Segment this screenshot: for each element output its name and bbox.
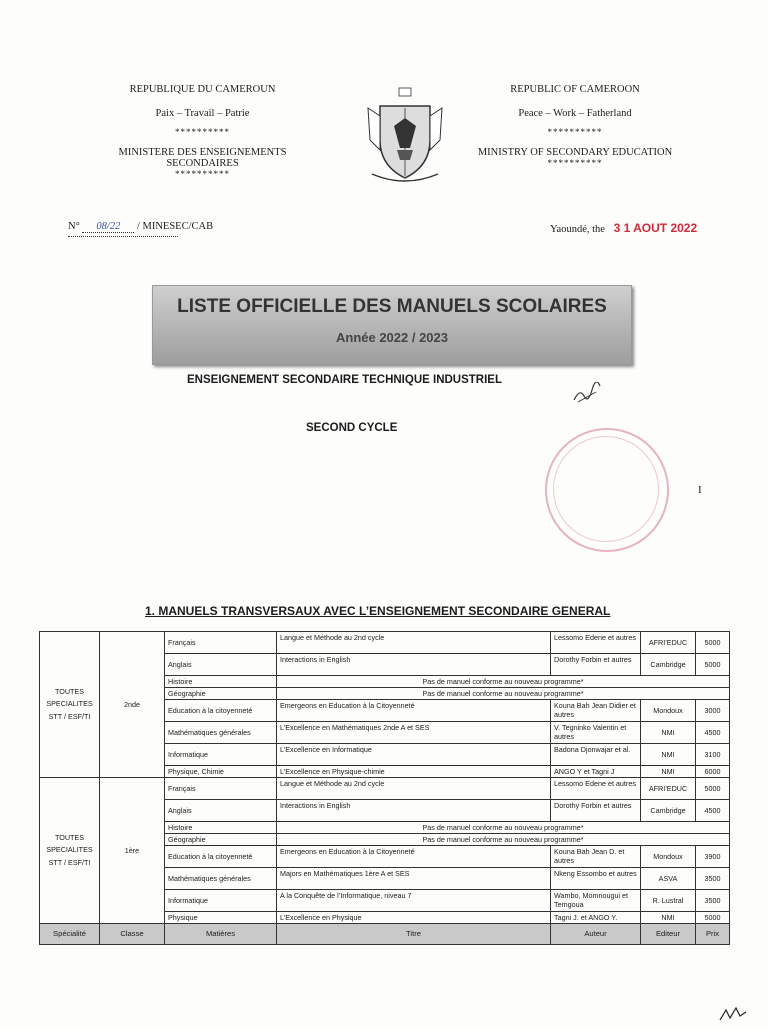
footer-specialite: Spécialité: [40, 924, 100, 945]
footer-auteur: Auteur: [551, 924, 641, 945]
editeur-cell: AFRI’EDUC: [641, 778, 696, 800]
titre-cell: L’Excellence en Mathématiques 2nde A et SES: [277, 722, 551, 744]
place: Yaoundé, the: [550, 224, 605, 235]
footer-titre: Titre: [277, 924, 551, 945]
stars-en-2: **********: [547, 158, 603, 168]
prix-cell: 4500: [696, 722, 730, 744]
prix-cell: 3900: [696, 846, 730, 868]
editeur-cell: NMI: [641, 766, 696, 778]
matiere-cell: Français: [165, 778, 277, 800]
specialite-cell: TOUTES SPECIALITES STT / ESF/TI: [40, 632, 100, 778]
matiere-cell: Informatique: [165, 890, 277, 912]
no-manual-cell: Pas de manuel conforme au nouveau programme*: [277, 688, 730, 700]
matiere-cell: Physique, Chimie: [165, 766, 277, 778]
editeur-cell: R. Lustral: [641, 890, 696, 912]
editeur-cell: ASVA: [641, 868, 696, 890]
banner-year: Année 2022 / 2023: [335, 330, 449, 345]
editeur-cell: AFRI’EDUC: [641, 632, 696, 654]
auteur-cell: Badona Djonwajar et al.: [551, 744, 641, 766]
auteur-cell: Nkeng Essombo et autres: [551, 868, 641, 890]
coat-of-arms-icon: [350, 78, 460, 188]
ref-number: 08/22: [82, 221, 134, 233]
classe-cell: 2nde: [100, 632, 165, 778]
prix-cell: 3500: [696, 868, 730, 890]
titre-cell: A la Conquête de l’Informatique, niveau 7: [277, 890, 551, 912]
editeur-cell: Cambridge: [641, 654, 696, 676]
footer-classe: Classe: [100, 924, 165, 945]
auteur-cell: Wambo, Momnougui et Temgoua: [551, 890, 641, 912]
section-title: 1. MANUELS TRANSVERSAUX AVEC L’ENSEIGNEMENT SECONDAIRE GENERAL: [145, 604, 611, 618]
titre-cell: Emergeons en Education à la Citoyenneté: [277, 846, 551, 868]
matiere-cell: Mathématiques générales: [165, 868, 277, 890]
ref-dotted-line: [68, 236, 178, 237]
editeur-cell: NMI: [641, 912, 696, 924]
titre-cell: Majors en Mathématiques 1ère A et SES: [277, 868, 551, 890]
matiere-cell: Education à la citoyenneté: [165, 846, 277, 868]
matiere-cell: Histoire: [165, 822, 277, 834]
titre-cell: Langue et Méthode au 2nd cycle: [277, 632, 551, 654]
matiere-cell: Mathématiques générales: [165, 722, 277, 744]
auteur-cell: Lessomo Edene et autres: [551, 632, 641, 654]
titre-cell: L’Excellence en Informatique: [277, 744, 551, 766]
editeur-cell: NMI: [641, 744, 696, 766]
auteur-cell: V. Tegninko Valentin et autres: [551, 722, 641, 744]
subtitle: ENSEIGNEMENT SECONDAIRE TECHNIQUE INDUSTRIEL: [187, 374, 502, 386]
no-manual-cell: Pas de manuel conforme au nouveau programme*: [277, 834, 730, 846]
matiere-cell: Géographie: [165, 688, 277, 700]
banner-title: LISTE OFFICIELLE DES MANUELS SCOLAIRES: [177, 296, 607, 317]
prix-cell: 3000: [696, 700, 730, 722]
ref-suffix: / MINESEC/CAB: [136, 221, 214, 232]
cycle-title: SECOND CYCLE: [306, 422, 398, 434]
matiere-cell: Géographie: [165, 834, 277, 846]
table-row: [40, 632, 730, 654]
header-left: [100, 84, 305, 179]
ministry-fr: MINISTERE DES ENSEIGNEMENTS SECONDAIRES: [118, 147, 287, 169]
table-row: [40, 778, 730, 800]
motto-fr: Paix – Travail – Patrie: [155, 108, 250, 119]
footer-editeur: Editeur: [641, 924, 696, 945]
titre-cell: Interactions in English: [277, 800, 551, 822]
titre-cell: Langue et Méthode au 2nd cycle: [277, 778, 551, 800]
auteur-cell: Lessomo Edene et autres: [551, 778, 641, 800]
titre-cell: L’Excellence en Physique-chimie: [277, 766, 551, 778]
prix-cell: 3500: [696, 890, 730, 912]
matiere-cell: Histoire: [165, 676, 277, 688]
editeur-cell: NMI: [641, 722, 696, 744]
auteur-cell: Kouna Bah Jean D. et autres: [551, 846, 641, 868]
stars-fr-2: **********: [175, 169, 230, 179]
motto-en: Peace – Work – Fatherland: [518, 108, 632, 119]
matiere-cell: Français: [165, 632, 277, 654]
specialite-cell: TOUTES SPECIALITES STT / ESF/TI: [40, 778, 100, 924]
prix-cell: 5000: [696, 654, 730, 676]
prix-cell: 4500: [696, 800, 730, 822]
titre-cell: Interactions in English: [277, 654, 551, 676]
title-banner: [152, 285, 632, 365]
manuals-table-body: [40, 632, 730, 945]
prix-cell: 6000: [696, 766, 730, 778]
classe-cell: 1ère: [100, 778, 165, 924]
footer-prix: Prix: [696, 924, 730, 945]
editeur-cell: Cambridge: [641, 800, 696, 822]
prix-cell: 3100: [696, 744, 730, 766]
matiere-cell: Informatique: [165, 744, 277, 766]
stars-fr-1: **********: [175, 127, 230, 137]
ministry-en: MINISTRY OF SECONDARY EDUCATION: [477, 147, 673, 158]
page-mark: I: [698, 484, 702, 496]
auteur-cell: Dorothy Forbin et autres: [551, 800, 641, 822]
prix-cell: 5000: [696, 778, 730, 800]
titre-cell: Emergeons en Education à la Citoyenneté: [277, 700, 551, 722]
no-manual-cell: Pas de manuel conforme au nouveau programme*: [277, 822, 730, 834]
editeur-cell: Mondoux: [641, 700, 696, 722]
initials-icon: [718, 1004, 748, 1029]
no-manual-cell: Pas de manuel conforme au nouveau programme*: [277, 676, 730, 688]
auteur-cell: Tagni J. et ANGO Y.: [551, 912, 641, 924]
matiere-cell: Education à la citoyenneté: [165, 700, 277, 722]
prix-cell: 5000: [696, 912, 730, 924]
manuals-table: [39, 631, 730, 945]
signature-icon: [572, 382, 602, 409]
auteur-cell: ANGO Y et Tagni J: [551, 766, 641, 778]
titre-cell: L’Excellence en Physique: [277, 912, 551, 924]
footer-matiere: Matières: [165, 924, 277, 945]
matiere-cell: Anglais: [165, 800, 277, 822]
country-fr: REPUBLIQUE DU CAMEROUN: [129, 84, 276, 95]
place-date: [550, 221, 697, 235]
ref-prefix: N°: [68, 221, 80, 232]
date-stamp: 3 1 AOUT 2022: [613, 221, 698, 235]
stars-en-1: **********: [547, 127, 603, 137]
prix-cell: 5000: [696, 632, 730, 654]
reference-line: [68, 221, 213, 232]
table-footer-row: [40, 924, 730, 945]
editeur-cell: Mondoux: [641, 846, 696, 868]
auteur-cell: Kouna Bah Jean Didier et autres: [551, 700, 641, 722]
auteur-cell: Dorothy Forbin et autres: [551, 654, 641, 676]
matiere-cell: Anglais: [165, 654, 277, 676]
matiere-cell: Physique: [165, 912, 277, 924]
country-en: REPUBLIC OF CAMEROON: [510, 84, 640, 95]
header-right: [470, 84, 680, 168]
official-stamp-inner-icon: [553, 436, 659, 542]
